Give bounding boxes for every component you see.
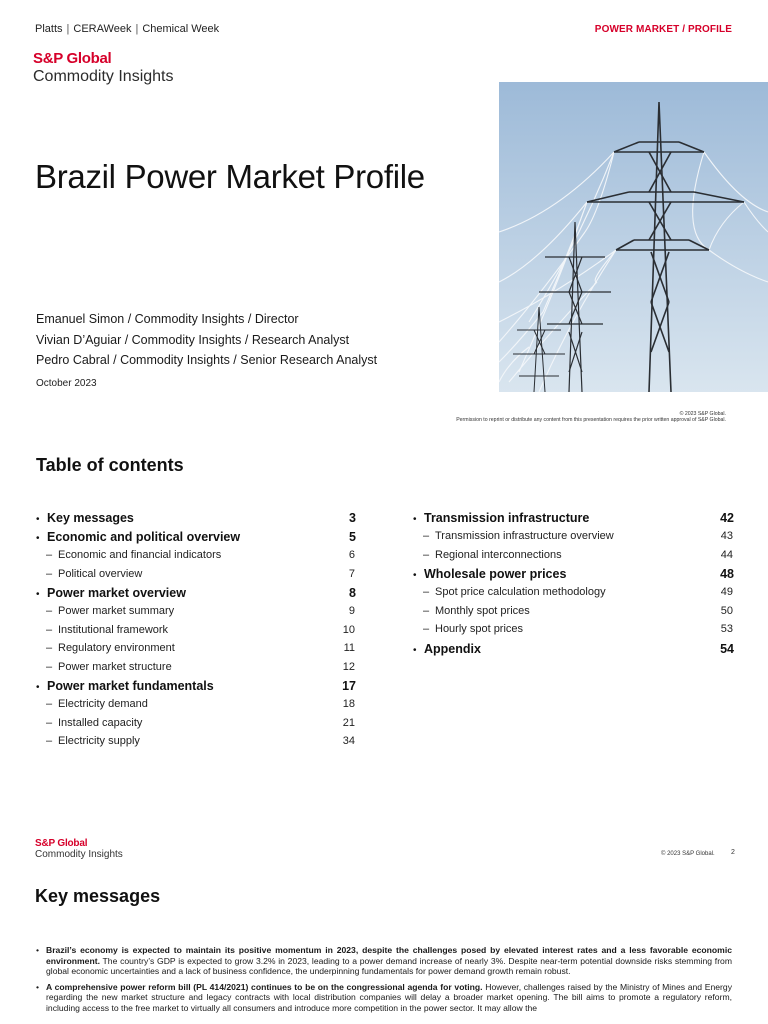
toc-column-left	[36, 511, 356, 754]
toc-label: Electricity supply	[58, 735, 140, 747]
toc-entry	[413, 642, 481, 656]
dash: –	[46, 623, 53, 636]
message-text	[46, 945, 732, 977]
list-item	[36, 982, 732, 1014]
toc-label: Transmission infrastructure	[424, 511, 590, 525]
toc-page-number: 50	[720, 604, 733, 617]
toc-entry	[46, 624, 168, 636]
brand-separator: |	[135, 23, 139, 35]
toc-section-link[interactable]	[413, 567, 734, 586]
bullet: •	[413, 514, 417, 525]
toc-subsection-link[interactable]	[36, 624, 356, 643]
toc-subsection-link[interactable]	[413, 605, 734, 624]
bullet: •	[36, 589, 40, 600]
toc-entry	[46, 642, 175, 654]
author-line: Emanuel Simon / Commodity Insights / Director	[36, 312, 299, 326]
toc-label: Appendix	[424, 641, 481, 656]
toc-subsection-link[interactable]	[36, 735, 356, 754]
toc-label: Wholesale power prices	[424, 567, 567, 581]
toc-page-number: 9	[348, 605, 355, 617]
toc-label: Spot price calculation methodology	[435, 586, 606, 598]
message-lead: Brazil’s economy is expected to maintain its positive momentum in 2023, despite the challenges posed by elevated interest rates and a less favorable economic environment.	[46, 945, 732, 966]
brand-links	[35, 23, 219, 35]
toc-section-link[interactable]	[36, 511, 356, 530]
toc-page-number: 18	[342, 698, 355, 710]
toc-subsection-link[interactable]	[36, 549, 356, 568]
bullet: •	[36, 682, 40, 693]
transmission-towers-icon	[499, 82, 768, 392]
toc-subsection-link[interactable]	[36, 661, 356, 680]
toc-entry	[46, 549, 221, 561]
toc-label: Monthly spot prices	[435, 604, 530, 617]
toc-label: Key messages	[47, 511, 134, 525]
dash: –	[423, 548, 430, 561]
toc-entry	[46, 661, 172, 673]
toc-subsection-link[interactable]	[36, 642, 356, 661]
list-item	[36, 945, 732, 977]
brand-separator: |	[66, 23, 70, 35]
document-date: October 2023	[36, 378, 97, 389]
transmission-towers-photo	[499, 82, 768, 392]
toc-label: Regulatory environment	[58, 642, 175, 654]
toc-label: Power market fundamentals	[47, 679, 214, 693]
toc-label: Transmission infrastructure overview	[435, 530, 614, 542]
copyright-notice	[456, 411, 726, 424]
toc-entry	[46, 698, 148, 710]
footer-logo-commodity-insights: Commodity Insights	[35, 849, 123, 860]
dash: –	[46, 567, 53, 580]
logo-sp-global: S&P Global	[33, 50, 112, 67]
dash: –	[46, 549, 53, 561]
toc-entry	[36, 530, 240, 544]
toc-entry	[423, 586, 606, 598]
toc-section-link[interactable]	[413, 511, 734, 530]
author-line: Vivian D’Aguiar / Commodity Insights / Research Analyst	[36, 332, 350, 347]
toc-page-number: 43	[720, 530, 733, 542]
toc-section-link[interactable]	[36, 530, 356, 549]
toc-entry	[46, 605, 174, 617]
toc-label: Political overview	[58, 567, 143, 580]
dash: –	[423, 530, 430, 542]
toc-section-link[interactable]	[413, 642, 734, 661]
toc-entry	[413, 567, 566, 581]
toc-entry	[423, 623, 523, 635]
toc-subsection-link[interactable]	[36, 568, 356, 587]
dash: –	[46, 716, 53, 729]
toc-entry	[423, 530, 614, 542]
key-messages-heading: Key messages	[35, 886, 161, 906]
brand-ceraweek[interactable]: CERAWeek	[73, 23, 132, 35]
bullet: •	[413, 644, 417, 656]
toc-page-number: 49	[720, 586, 733, 598]
toc-label: Institutional framework	[58, 623, 169, 636]
dash: –	[423, 623, 430, 635]
brand-chemical-week[interactable]: Chemical Week	[142, 23, 220, 35]
toc-subsection-link[interactable]	[413, 623, 734, 642]
toc-page-number: 17	[342, 679, 356, 693]
dash: –	[46, 605, 53, 617]
toc-page-number: 44	[720, 548, 733, 561]
toc-label: Economic and political overview	[47, 530, 241, 544]
logo-commodity-insights: Commodity Insights	[33, 68, 174, 85]
message-body: The country’s GDP is expected to grow 3.2% in 2023, leading to a power demand increase of nearly 3%. Despite near-term potential downside risks stemming from global economic uncertainties and a lack of business confidence, the underpinning fundamentals for power demand growth remain robust.	[46, 955, 732, 977]
toc-page-number: 10	[342, 623, 355, 636]
toc-label: Hourly spot prices	[435, 623, 524, 635]
dash: –	[46, 735, 53, 747]
toc-entry	[36, 586, 186, 600]
toc-page-number: 8	[349, 586, 356, 600]
message-text	[46, 982, 732, 1014]
toc-entry	[46, 568, 142, 580]
message-lead: A comprehensive power reform bill (PL 414/2021) continues to be on the congressional agenda for voting.	[46, 981, 483, 992]
copyright-text: © 2023 S&P Global.	[679, 411, 726, 417]
toc-subsection-link[interactable]	[36, 698, 356, 717]
section-tag: POWER MARKET / PROFILE	[594, 24, 732, 35]
toc-entry	[423, 605, 530, 617]
toc-label: Power market structure	[58, 660, 172, 673]
dash: –	[46, 698, 53, 710]
document-title: Brazil Power Market Profile	[35, 158, 425, 195]
toc-label: Power market summary	[58, 605, 175, 617]
message-body: However, challenges raised by the Ministry of Mines and Energy regarding the new market structure and legacy contracts with local distribution companies will delay a broader market opening. The bill aims to promote a regulatory reform, including access to the free market to virtually all consumers and introduce more competition in the power sector. It may allow the	[46, 981, 732, 1013]
toc-page-number: 54	[720, 641, 734, 656]
toc-label: Economic and financial indicators	[58, 549, 222, 561]
toc-entry	[46, 735, 140, 747]
toc-page-number: 6	[348, 549, 355, 561]
toc-section-link[interactable]	[36, 586, 356, 605]
toc-page-number: 5	[349, 530, 356, 544]
toc-page-number: 48	[720, 567, 734, 581]
page-number: 2	[731, 849, 735, 856]
toc-subsection-link[interactable]	[36, 605, 356, 624]
toc-page-number: 34	[342, 735, 355, 747]
toc-entry	[46, 717, 142, 729]
footer-logo-sp-global: S&P Global	[35, 838, 88, 849]
toc-subsection-link[interactable]	[413, 549, 734, 568]
author-line: Pedro Cabral / Commodity Insights / Senior Research Analyst	[36, 353, 378, 367]
toc-label: Installed capacity	[58, 716, 143, 729]
toc-page-number: 21	[342, 716, 355, 729]
toc-page-number: 7	[348, 567, 355, 580]
toc-page-number: 11	[343, 642, 355, 654]
dash: –	[46, 642, 53, 654]
toc-subsection-link[interactable]	[413, 586, 734, 605]
toc-page-number: 53	[720, 623, 733, 635]
dash: –	[423, 586, 430, 598]
toc-page-number: 42	[720, 511, 734, 525]
toc-page-number: 12	[342, 660, 355, 673]
toc-page-number: 3	[349, 511, 356, 525]
toc-label: Power market overview	[47, 586, 186, 600]
toc-entry	[423, 549, 562, 561]
toc-subsection-link[interactable]	[36, 717, 356, 736]
toc-subsection-link[interactable]	[413, 530, 734, 549]
toc-section-link[interactable]	[36, 679, 356, 698]
toc-entry	[36, 679, 214, 693]
bullet: •	[36, 514, 40, 525]
bullet: •	[36, 533, 40, 544]
author-list	[36, 309, 377, 371]
permission-text: Permission to reprint or distribute any content from this presentation requires the prior written approval of S&P Global.	[456, 417, 726, 424]
footer-copyright: © 2023 S&P Global.	[661, 851, 715, 857]
key-messages-list	[36, 945, 732, 1019]
bullet: •	[36, 981, 40, 992]
bullet: •	[413, 570, 417, 581]
dash: –	[423, 604, 430, 617]
bullet: •	[36, 945, 40, 955]
toc-entry	[36, 511, 134, 525]
toc-entry	[413, 511, 589, 525]
toc-label: Electricity demand	[58, 698, 148, 710]
toc-heading: Table of contents	[36, 455, 184, 475]
brand-platts[interactable]: Platts	[35, 23, 63, 35]
toc-column-right	[413, 511, 734, 661]
toc-label: Regional interconnections	[435, 548, 562, 561]
dash: –	[46, 660, 53, 673]
